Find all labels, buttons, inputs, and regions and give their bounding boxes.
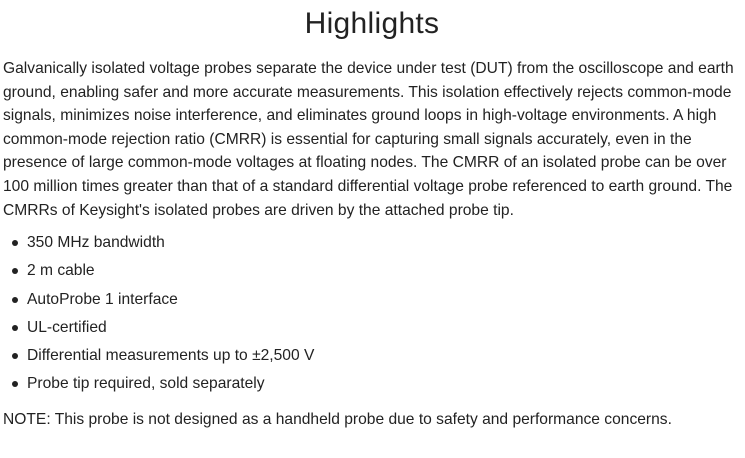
bullet-icon [12, 240, 18, 246]
feature-text: AutoProbe 1 interface [27, 290, 178, 308]
feature-text: 350 MHz bandwidth [27, 234, 165, 252]
bullet-icon [12, 381, 18, 387]
feature-item [3, 286, 741, 314]
description-paragraph: Galvanically isolated voltage probes separate the device under test (DUT) from the oscilloscope and earth ground, enabling safer and more accurate measurements. This isolation effectively rejects common-mode signals, minimizes noise interference, and eliminates ground loops in high-voltage environments. A high common-mode rejection ratio (CMRR) is essential for capturing small signals accurately, even in the presence of large common-mode voltages at floating nodes. The CMRR of an isolated probe can be over 100 million times greater than that of a standard differential voltage probe referenced to earth ground. The CMRRs of Keysight's isolated probes are driven by the attached probe tip. [3, 60, 734, 219]
feature-text: Probe tip required, sold separately [27, 375, 265, 393]
feature-item [3, 314, 741, 342]
section-heading: Highlights [304, 7, 440, 40]
feature-text: Differential measurements up to ±2,500 V [27, 346, 315, 364]
feature-text: 2 m cable [27, 262, 95, 280]
feature-item [3, 370, 741, 398]
bullet-icon [12, 268, 18, 274]
bullet-icon [12, 297, 18, 303]
bullet-icon [12, 325, 18, 331]
feature-text: UL-certified [27, 318, 107, 336]
feature-list [3, 229, 741, 398]
safety-note: NOTE: This probe is not designed as a handheld probe due to safety and performance concerns. [3, 411, 672, 429]
bullet-icon [12, 353, 18, 359]
feature-item [3, 257, 741, 285]
feature-item [3, 229, 741, 257]
feature-item [3, 342, 741, 370]
